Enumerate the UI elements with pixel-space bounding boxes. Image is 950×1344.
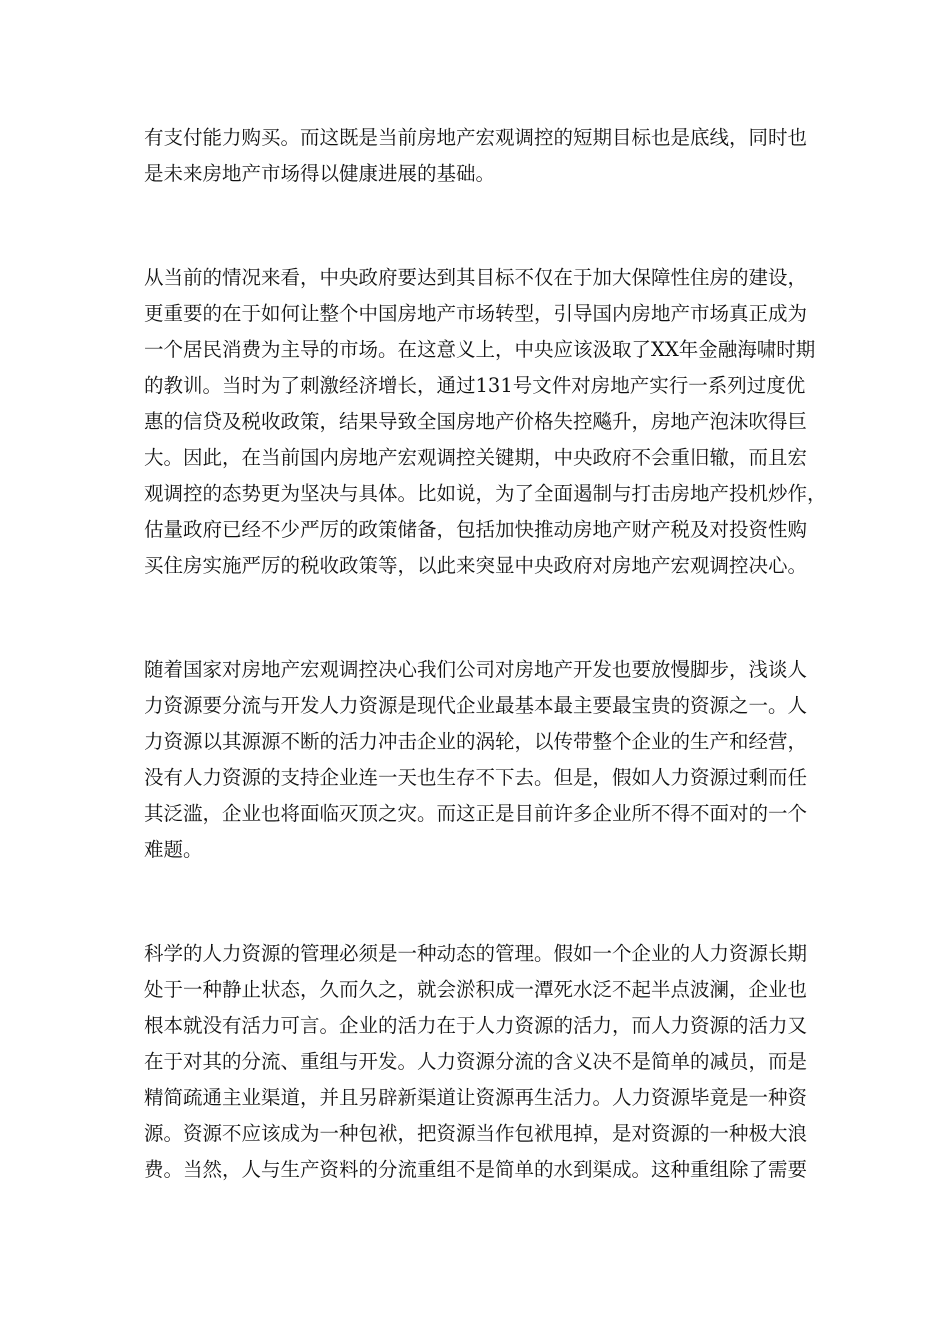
text-line: 费。当然，人与生产资料的分流重组不是简单的水到渠成。这种重组除了需要 <box>144 1158 808 1181</box>
text-line: 科学的人力资源的管理必须是一种动态的管理。假如一个企业的人力资源长期 <box>144 942 808 965</box>
text-line: 随着国家对房地产宏观调控决心我们公司对房地产开发也要放慢脚步，浅谈人 <box>144 658 808 681</box>
text-line: 大。因此，在当前国内房地产宏观调控关键期，中央政府不会重旧辙，而且宏 <box>144 446 808 469</box>
text-line: 没有人力资源的支持企业连一天也生存不下去。但是，假如人力资源过剩而任 <box>144 766 808 789</box>
text-line: 力资源以其源源不断的活力冲击企业的涡轮，以传带整个企业的生产和经营， <box>144 730 808 753</box>
text-line: 估量政府已经不少严厉的政策储备，包括加快推动房地产财产税及对投资性购 <box>144 518 808 541</box>
text-line: 有支付能力购买。而这既是当前房地产宏观调控的短期目标也是底线，同时也 <box>144 126 808 149</box>
text-line: 惠的信贷及税收政策，结果导致全国房地产价格失控飚升，房地产泡沫吹得巨 <box>144 410 808 433</box>
text-line: 更重要的在于如何让整个中国房地产市场转型，引导国内房地产市场真正成为 <box>144 302 808 325</box>
text-line: 难题。 <box>144 838 203 861</box>
text-line: 从当前的情况来看，中央政府要达到其目标不仅在于加大保障性住房的建设， <box>144 266 808 289</box>
text-line: 力资源要分流与开发人力资源是现代企业最基本最主要最宝贵的资源之一。人 <box>144 694 808 717</box>
text-line: 买住房实施严厉的税收政策等，以此来突显中央政府对房地产宏观调控决心。 <box>144 554 808 577</box>
text-line: 其泛滥，企业也将面临灭顶之灾。而这正是目前许多企业所不得不面对的一个 <box>144 802 808 825</box>
text-line: 在于对其的分流、重组与开发。人力资源分流的含义决不是简单的减员，而是 <box>144 1050 808 1073</box>
text-line: 处于一种静止状态，久而久之，就会淤积成一潭死水泛不起半点波澜，企业也 <box>144 978 808 1001</box>
text-line: 精简疏通主业渠道，并且另辟新渠道让资源再生活力。人力资源毕竟是一种资 <box>144 1086 808 1109</box>
text-line: 的教训。当时为了刺激经济增长，通过131号文件对房地产实行一系列过度优 <box>144 374 806 397</box>
text-line: 一个居民消费为主导的市场。在这意义上，中央应该汲取了XX年金融海啸时期 <box>144 338 816 361</box>
text-line: 根本就没有活力可言。企业的活力在于人力资源的活力，而人力资源的活力又 <box>144 1014 808 1037</box>
text-line: 观调控的态势更为坚决与具体。比如说，为了全面遏制与打击房地产投机炒作， <box>144 482 827 505</box>
text-line: 是未来房地产市场得以健康进展的基础。 <box>144 162 496 185</box>
text-line: 源。资源不应该成为一种包袱，把资源当作包袱甩掉，是对资源的一种极大浪 <box>144 1122 808 1145</box>
